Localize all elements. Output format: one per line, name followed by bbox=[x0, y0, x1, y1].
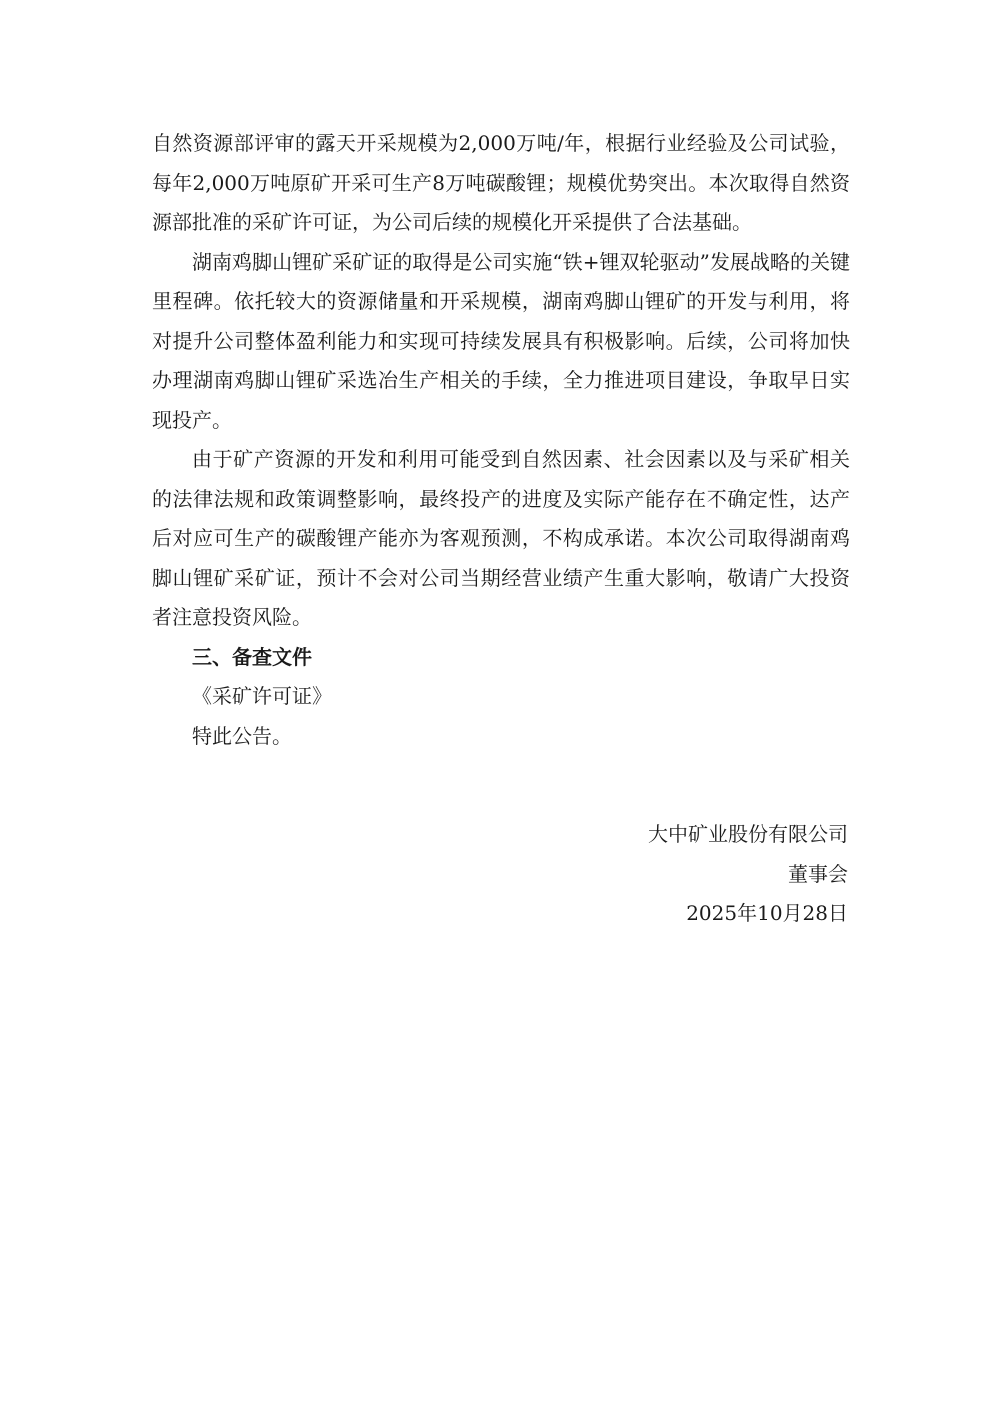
section-heading: 三、备查文件 bbox=[192, 644, 312, 669]
announcement-date: 2025年10月28日 bbox=[686, 901, 848, 925]
paragraph-milestone: 湖南鸡脚山锂矿采矿证的取得是公司实施“铁+锂双轮驱动”发展战略的关键里程碑。依托较大的资源储量和开采规模，湖南鸡脚山锂矿的开发与利用，将对提升公司整体盈利能力和实现可持续发展具有积极影响。后续，公司将加快办理湖南鸡脚山锂矿采选冶生产相关的手续，全力推进项目建设，争取早日实现投产。 bbox=[152, 249, 850, 432]
reference-document: 《采矿许可证》 bbox=[192, 684, 332, 708]
paragraph-scale: 自然资源部评审的露天开采规模为2,000万吨/年，根据行业经验及公司试验，每年2,000万吨原矿开采可生产8万吨碳酸锂；规模优势突出。本次取得自然资源部批准的采矿许可证，为公司后续的规模化开采提供了合法基础。 bbox=[152, 131, 850, 234]
document-body bbox=[152, 124, 850, 756]
paragraph-risk: 由于矿产资源的开发和利用可能受到自然因素、社会因素以及与采矿相关的法律法规和政策调整影响，最终投产的进度及实际产能存在不确定性，达产后对应可生产的碳酸锂产能亦为客观预测，不构成承诺。本次公司取得湖南鸡脚山锂矿采矿证，预计不会对公司当期经营业绩产生重大影响，敬请广大投资者注意投资风险。 bbox=[152, 447, 850, 629]
company-name: 大中矿业股份有限公司 bbox=[648, 822, 848, 846]
closing-statement: 特此公告。 bbox=[192, 723, 292, 748]
board-name: 董事会 bbox=[788, 861, 848, 886]
signature-block bbox=[648, 815, 848, 934]
